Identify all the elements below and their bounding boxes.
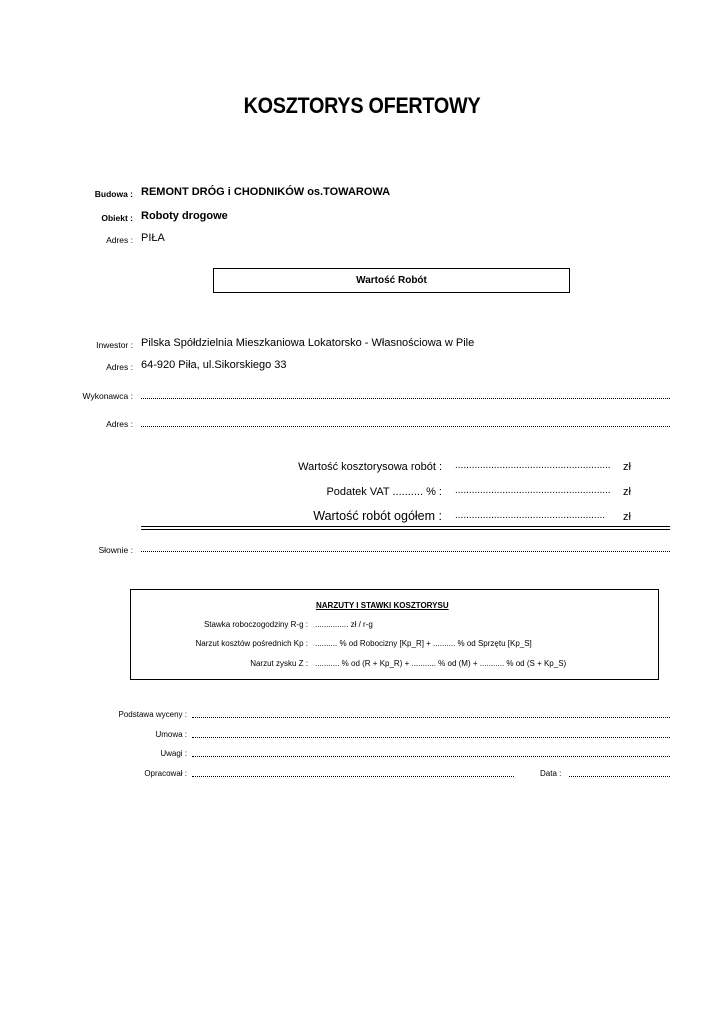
podstawa-wyceny-label: Podstawa wyceny : — [118, 710, 187, 719]
summary-rule-1 — [141, 526, 670, 527]
obiekt-value: Roboty drogowe — [141, 210, 228, 222]
narzut-z-value: ........... % od (R + Kp_R) + ........... % od (M) + ........... % od (S + Kp_S) — [315, 659, 567, 668]
summary-rule-2 — [141, 529, 670, 530]
adres-value-1: PIŁA — [141, 232, 165, 244]
narzut-z-label: Narzut zysku Z : — [250, 659, 308, 668]
podatek-vat-label: Podatek VAT .......... % : — [326, 486, 442, 498]
budowa-value: REMONT DRÓG i CHODNIKÓW os.TOWAROWA — [141, 186, 391, 198]
wartosc-kosztorysowa-dots: ........................................................ — [455, 460, 611, 471]
stawka-rg-label: Stawka roboczogodziny R-g : — [203, 620, 308, 629]
slownie-label: Słownie : — [98, 545, 133, 555]
wykonawca-line — [141, 398, 670, 400]
obiekt-label: Obiekt : — [101, 213, 133, 223]
adres-value-2: 64-920 Piła, ul.Sikorskiego 33 — [141, 359, 287, 371]
currency-2: zł — [623, 486, 631, 498]
podstawa-wyceny-line — [192, 717, 670, 719]
stawka-rg-value: ............... zł / r-g — [315, 620, 373, 629]
adres-label-2: Adres : — [106, 362, 133, 372]
uwagi-line — [192, 756, 670, 758]
currency-3: zł — [623, 511, 631, 523]
wykonawca-label: Wykonawca : — [82, 391, 133, 401]
budowa-label: Budowa : — [94, 189, 133, 199]
uwagi-label: Uwagi : — [160, 749, 187, 758]
opracowal-line — [192, 776, 514, 778]
data-line — [569, 776, 670, 778]
data-label: Data : — [540, 769, 562, 778]
wartosc-kosztorysowa-label: Wartość kosztorysowa robót : — [298, 461, 442, 473]
narzut-kp-value: .......... % od Robocizny [Kp_R] + .......... % od Sprzętu [Kp_S] — [315, 639, 532, 648]
slownie-line — [141, 551, 670, 553]
adres-line-3 — [141, 426, 670, 428]
wartosc-ogolem-dots: ...................................................... — [455, 510, 606, 521]
umowa-line — [192, 737, 670, 739]
narzuty-heading: NARZUTY I STAWKI KOSZTORYSU — [316, 601, 449, 610]
opracowal-label: Opracował : — [144, 769, 187, 778]
umowa-label: Umowa : — [155, 730, 187, 739]
wartosc-robot-box — [213, 268, 570, 293]
inwestor-label: Inwestor : — [96, 340, 133, 350]
currency-1: zł — [623, 461, 631, 473]
wartosc-robot-label: Wartość Robót — [356, 275, 427, 286]
adres-label-3: Adres : — [106, 419, 133, 429]
podatek-vat-dots: ........................................................ — [455, 485, 611, 496]
page-title: KOSZTORYS OFERTOWY — [243, 93, 481, 118]
adres-label-1: Adres : — [106, 235, 133, 245]
inwestor-value: Pilska Spółdzielnia Mieszkaniowa Lokatorsko - Własnościowa w Pile — [141, 337, 475, 349]
narzut-kp-label: Narzut kosztów pośrednich Kp : — [195, 639, 308, 648]
wartosc-ogolem-label: Wartość robót ogółem : — [313, 509, 442, 523]
